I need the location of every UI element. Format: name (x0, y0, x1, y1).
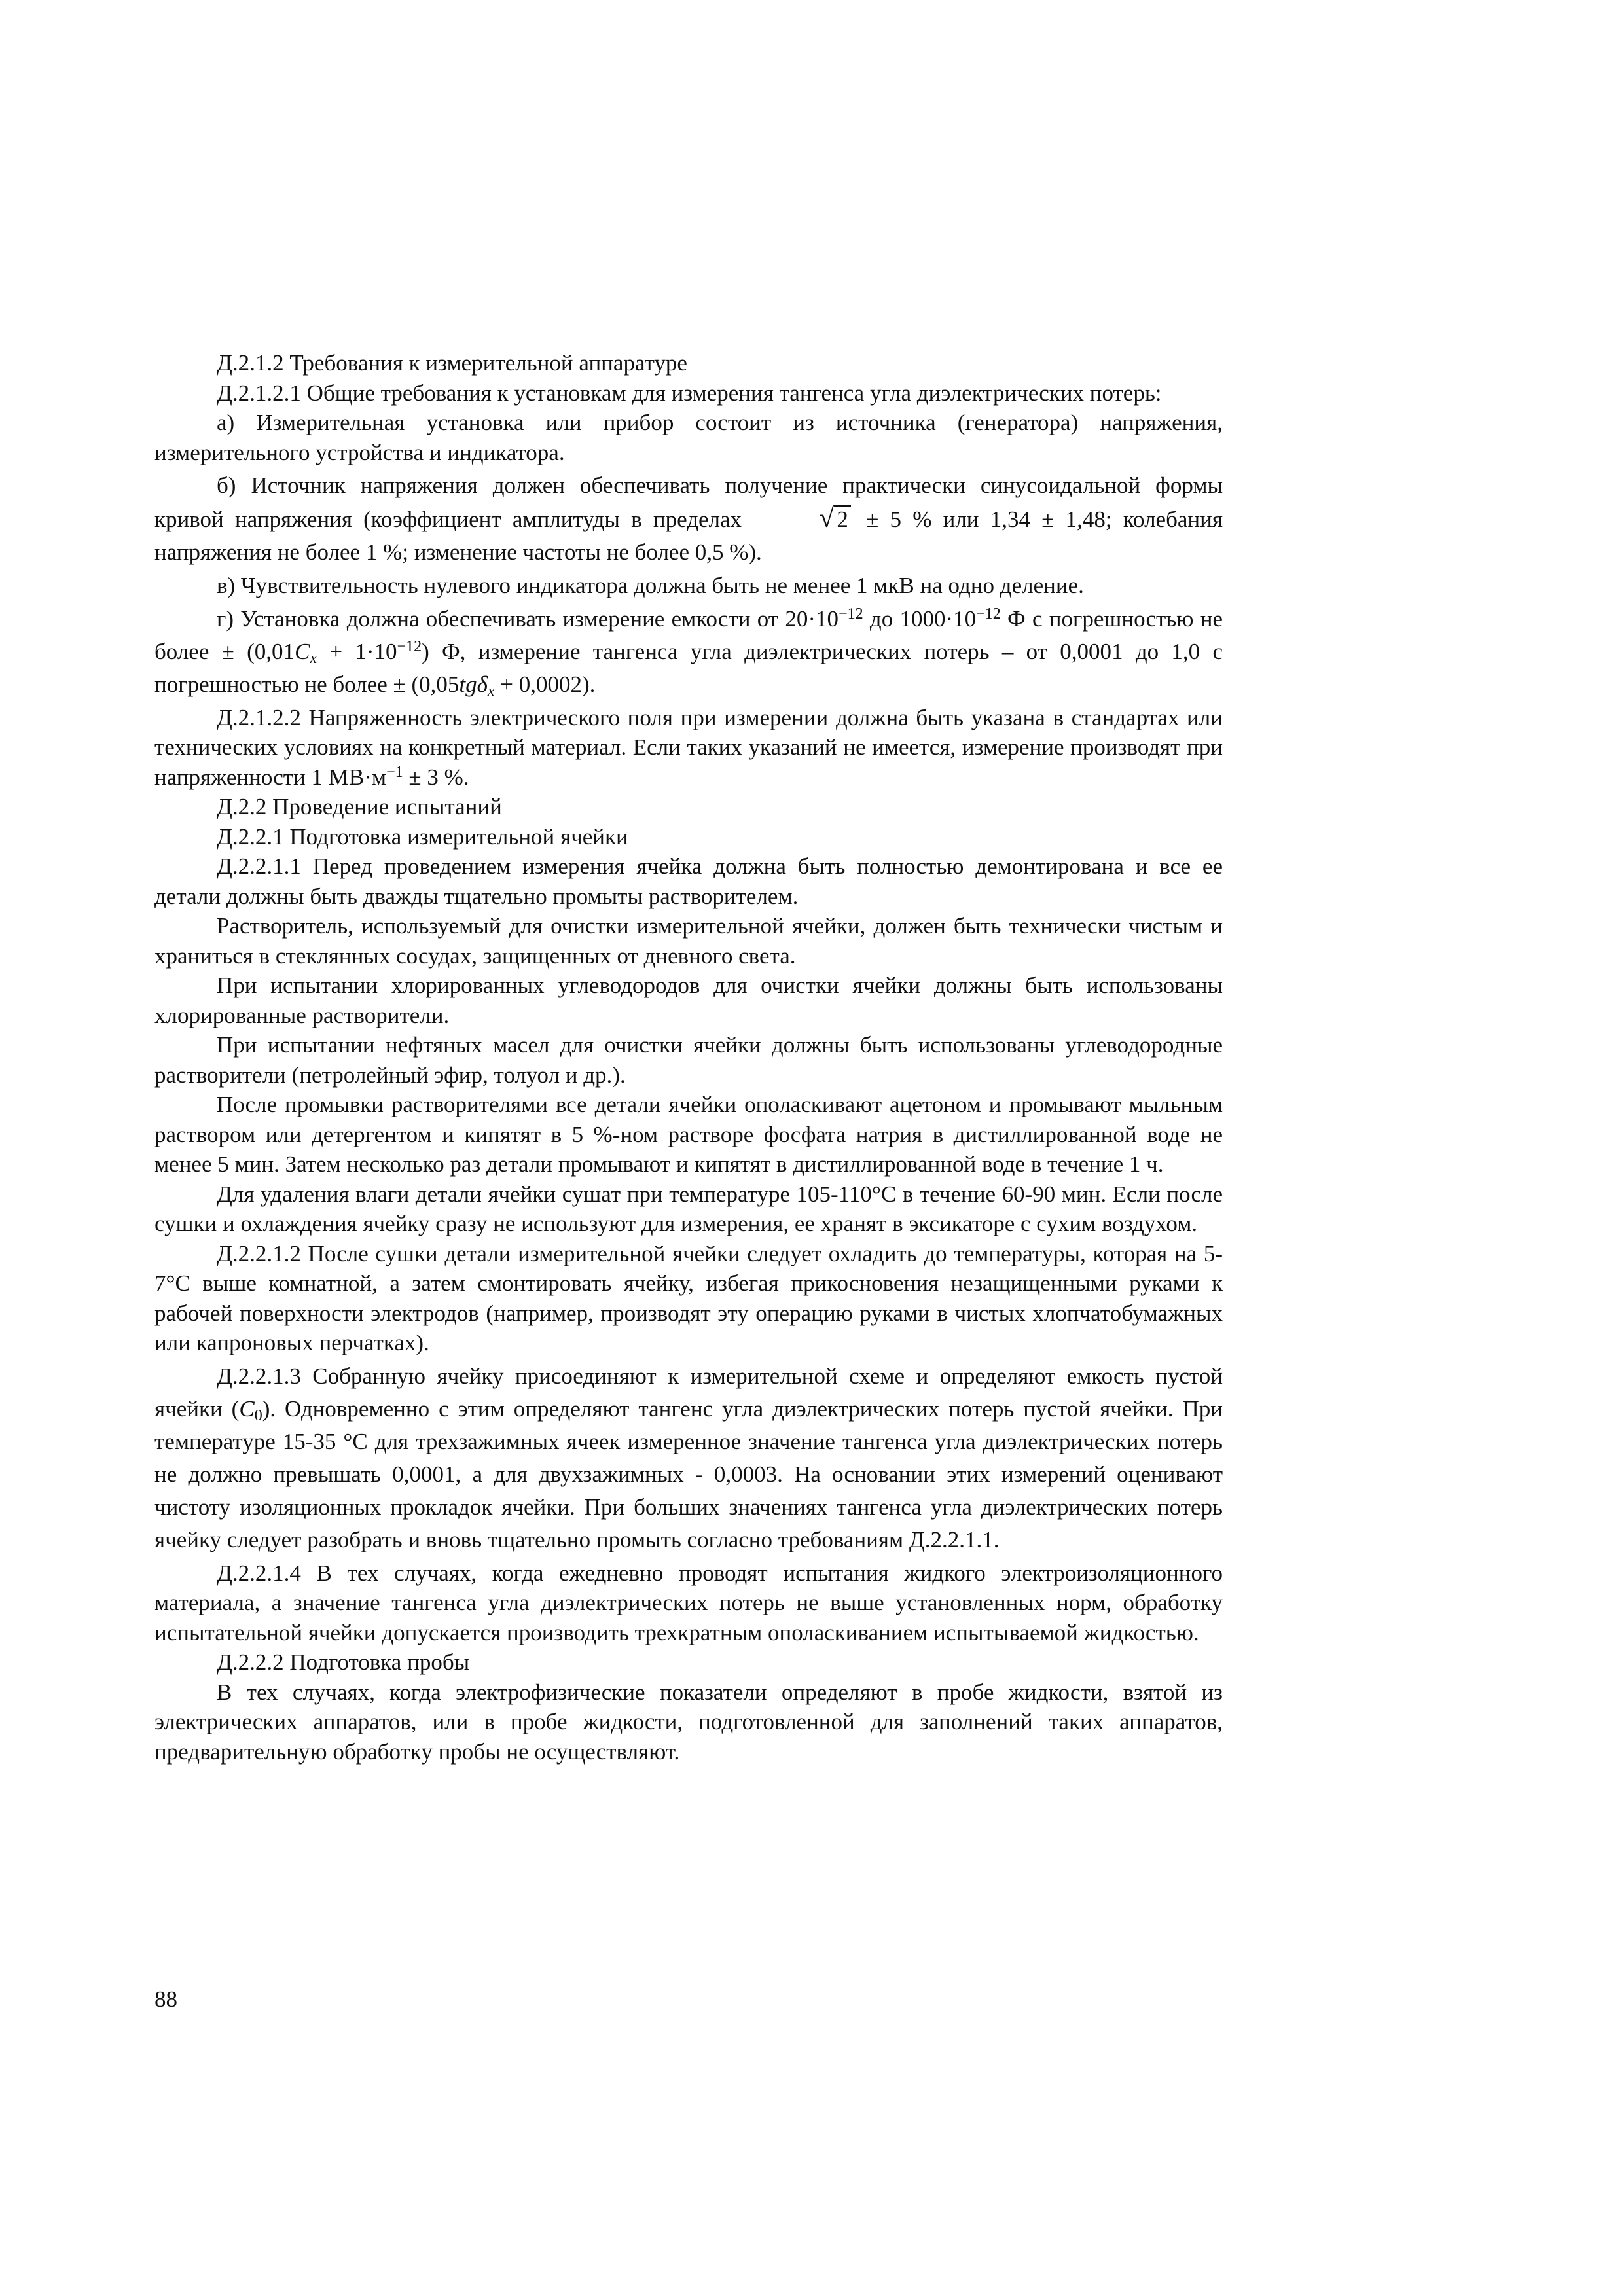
item-g-text-2: до 1000·10 (863, 605, 977, 632)
item-g-text-6: + 0,0002). (494, 671, 596, 697)
item-g-exponent-2: −12 (976, 605, 1001, 622)
paragraph-item-b-text-1: б) Источник напряжения должен обеспечивать получение практически синусоидальной формы кривой напряжения (коэффициент амплитуды в пределах (154, 473, 1223, 532)
paragraph-field-strength (154, 703, 1223, 793)
item-g-text-3: Ф с погрешностью не более ± (0,01 (154, 605, 1223, 664)
empty-capacitance-variable: C (239, 1395, 255, 1422)
tan-delta-subscript: x (487, 682, 495, 700)
heading-sample-preparation: Д.2.2.2 Подготовка пробы (217, 1649, 470, 1675)
paragraph-washing: После промывки растворителями все детали ячейки ополаскивают ацетоном и промывают мыльным раствором или детергентом и кипятят в 5 %-ном растворе фосфата натрия в дистиллированной воде не менее 5 мин. Затем несколько раз детали промывают и кипятят в дистиллированной воде в течение 1 ч. (154, 1092, 1223, 1177)
field-strength-text-1: Д.2.1.2.2 Напряженность электрического поля при измерении должна быть указана в стандартах или технических условиях на конкретный материал. Если таких указаний не имеется, измерение производят при напряженности 1 МВ·м (154, 704, 1223, 790)
field-strength-exponent: −1 (386, 763, 403, 781)
paragraph-empty-cell (154, 1360, 1223, 1556)
heading-testing: Д.2.2 Проведение испытаний (217, 794, 502, 819)
capacitance-variable: C (295, 638, 310, 664)
paragraph-item-a: а) Измерительная установка или прибор состоит из источника (генератора) напряжения, измерительного устройства и индикатора. (154, 410, 1223, 465)
paragraph-chlorinated: При испытании хлорированных углеводородов для очистки ячейки должны быть использованы хлорированные растворители. (154, 973, 1223, 1028)
empty-cell-text-1: Д.2.2.1.3 Собранную ячейку присоединяют к измерительной схеме и определяют емкость пустой ячейки ( (154, 1363, 1223, 1422)
field-strength-text-2: ± 3 %. (403, 764, 469, 790)
paragraph-drying: Для удаления влаги детали ячейки сушат при температуре 105-110°С в течение 60-90 мин. Если после сушки и охлаждения ячейку сразу не используют для измерения, ее хранят в эксикаторе с сухим воздухом. (154, 1181, 1223, 1236)
page-number: 88 (154, 1986, 177, 2012)
capacitance-subscript: x (310, 649, 317, 667)
paragraph-cell-disassembly: Д.2.2.1.1 Перед проведением измерения ячейка должна быть полностью демонтирована и все ее детали должны быть дважды тщательно промыты растворителем. (154, 853, 1223, 909)
heading-measuring-equipment: Д.2.1.2 Требования к измерительной аппаратуре (217, 350, 687, 376)
heading-cell-preparation: Д.2.2.1 Подготовка измерительной ячейки (217, 823, 628, 850)
sqrt-formula (753, 502, 855, 536)
paragraph-solvent: Растворитель, используемый для очистки измерительной ячейки, должен быть технически чистым и храниться в стеклянных сосудах, защищенных от дневного света. (154, 913, 1223, 969)
paragraph-item-v: в) Чувствительность нулевого индикатора должна быть не менее 1 мкВ на одно деление. (217, 573, 1084, 598)
item-g-exponent-3: −12 (397, 637, 422, 655)
item-g-text-1: г) Установка должна обеспечивать измерение емкости от 20·10 (217, 605, 839, 632)
item-g-exponent-1: −12 (839, 605, 863, 622)
paragraph-general-requirements: Д.2.1.2.1 Общие требования к установкам для измерения тангенса угла диэлектрических потерь: (217, 380, 1162, 406)
tan-delta-formula: tgδ (459, 671, 488, 697)
paragraph-item-b (154, 469, 1223, 569)
paragraph-item-b-text-2: ± 5 % или 1,34 ± 1,48; колебания напряжения не более 1 %; изменение частоты не более 0,5 %). (154, 507, 1223, 565)
item-g-text-4: + 1·10 (317, 638, 397, 664)
paragraph-item-g (154, 603, 1223, 701)
paragraph-sample-processing: В тех случаях, когда электрофизические показатели определяют в пробе жидкости, взятой из электрических аппаратов, или в пробе жидкости, подготовленной для заполнений таких аппаратов, предварительную обработку пробы не осуществляют. (154, 1679, 1223, 1765)
page-body (154, 348, 1223, 1767)
paragraph-cooling: Д.2.2.1.2 После сушки детали измерительной ячейки следует охладить до температуры, которая на 5-7°С выше комнатной, а затем смонтировать ячейку, избегая прикосновения незащищенными руками к рабочей поверхности электродов (например, производят эту операцию руками в чистых хлопчатобумажных или капроновых перчатках). (154, 1240, 1223, 1355)
empty-capacitance-subscript: 0 (254, 1407, 262, 1424)
paragraph-daily-tests: Д.2.2.1.4 В тех случаях, когда ежедневно проводят испытания жидкого электроизоляционного материала, а значение тангенса угла диэлектрических потерь не выше установленных норм, обработку испытательной ячейки допускается производить трехкратным ополаскиванием испытываемой жидкостью. (154, 1560, 1223, 1645)
item-g-text-5: ) Ф, измерение тангенса угла диэлектрических потерь – от 0,0001 до 1,0 с погрешностью не более ± (0,05 (154, 638, 1223, 697)
empty-cell-text-2: ). Одновременно с этим определяют тангенс угла диэлектрических потерь пустой ячейки. При температуре 15-35 °С для трехзажимных ячеек измеренное значение тангенса угла диэлектрических потерь не должно превышать 0,0001, а для двухзажимных - 0,0003. На основании этих измерений оценивают чистоту изоляционных прокладок ячейки. При больших значениях тангенса угла диэлектрических потерь ячейку следует разобрать и вновь тщательно промыть согласно требованиям Д.2.2.1.1. (154, 1395, 1223, 1552)
sqrt-radicand: 2 (834, 505, 851, 532)
paragraph-petroleum-oils: При испытании нефтяных масел для очистки ячейки должны быть использованы углеводородные растворители (петролейный эфир, толуол и др.). (154, 1032, 1223, 1088)
radical-sign-icon: √ (819, 503, 835, 533)
